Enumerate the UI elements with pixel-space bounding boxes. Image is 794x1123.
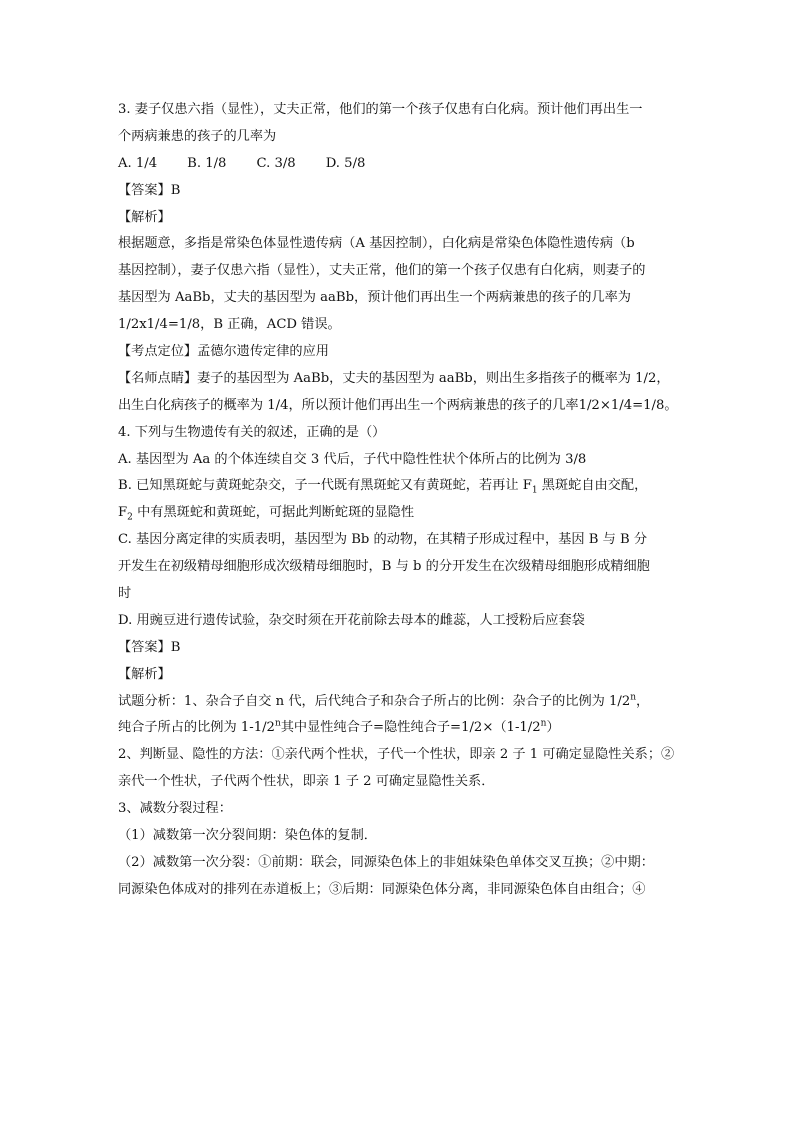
q3-option-b: B. 1/8 xyxy=(187,155,227,171)
q4-option-c-line-1: C. 基因分离定律的实质表明，基因型为 Bb 的动物，在其精子形成过程中，基因 B 与 B 分 xyxy=(118,532,648,548)
q4-option-d: D. 用豌豆进行遗传试验，杂交时须在开花前除去母本的雌蕊，人工授粉后应套袋 xyxy=(118,612,585,628)
q3-dianjing-line-1: 【名师点睛】妻子的基因型为 AaBb，丈夫的基因型为 aaBb，则出生多指孩子的概率为 1/2， xyxy=(118,370,670,386)
q3-analysis-line-1: 根据题意，多指是常染色体显性遗传病（A 基因控制），白化病是常染色体隐性遗传病（b xyxy=(118,236,635,252)
q4-analysis-line-6: （1）减数第一次分裂间期：染色体的复制． xyxy=(118,828,377,844)
q3-kaodian: 【考点定位】孟德尔遗传定律的应用 xyxy=(118,344,329,360)
q4-analysis-line-8: 同源染色体成对的排列在赤道板上；③后期：同源染色体分离，非同源染色体自由组合；④ xyxy=(118,881,646,897)
q4-answer: 【答案】B xyxy=(118,639,181,655)
q4-analysis-heading: 【解析】 xyxy=(118,666,171,682)
q4-analysis-line-2: 纯合子所占的比例为 1-1/2$^n$其中显性纯合子=隐性纯合子$=1/2\times(1-1/2^n)$ xyxy=(118,719,560,736)
q3-analysis-line-4: 1/2x1/4=1/8，B 正确，ACD 错误。 xyxy=(118,317,341,333)
q3-analysis-line-3: 基因型为 AaBb，丈夫的基因型为 aaBb，预计他们再出生一个两病兼患的孩子的几率为 xyxy=(118,290,631,306)
q3-dianjing-line-2: 出生白化病孩子的概率为 1/4，所以预计他们再出生一个两病兼患的孩子的几率1/2×1/4=1/8。 xyxy=(118,397,678,413)
q4-analysis-line-3: 2、判断显、隐性的方法：①亲代两个性状，子代一个性状，即亲 2 子 1 可确定显隐性关系；② xyxy=(118,747,675,763)
q4-option-c-line-3: 时 xyxy=(118,586,132,602)
q3-stem-line-2: 个两病兼患的孩子的几率为 xyxy=(118,128,277,144)
q3-analysis-heading: 【解析】 xyxy=(118,209,171,225)
q3-option-c: C. 3/8 xyxy=(256,155,296,171)
q4-option-a: A. 基因型为 Aa 的个体连续自交 3 代后，子代中隐性性状个体所占的比例为 3/8 xyxy=(118,451,587,467)
q4-option-c-line-2: 开发生在初级精母细胞形成次级精母细胞时，B 与 b 的分开发生在次级精母细胞形成精细胞 xyxy=(118,559,650,575)
q4-analysis-line-5: 3、减数分裂过程： xyxy=(118,801,232,817)
q3-stem-line-1: 3. 妻子仅患六指（显性），丈夫正常，他们的第一个孩子仅患有白化病。预计他们再出生一 xyxy=(118,102,643,117)
q4-analysis-line-7: （2）减数第一次分裂：①前期：联会，同源染色体上的非姐妹染色单体交叉互换；②中期： xyxy=(118,854,654,870)
q4-option-b-line-1: B. 已知黑斑蛇与黄斑蛇杂交，子一代既有黑斑蛇又有黄斑蛇，若再让 $F_1$ 黑斑蛇自由交配， xyxy=(118,478,648,497)
q4-analysis-line-1: 试题分析：1、杂合子自交 n 代，后代纯合子和杂合子所占的比例：杂合子的比例为 1/2$^n$， xyxy=(118,692,650,709)
q3-answer: 【答案】B xyxy=(118,182,181,198)
q4-analysis-line-4: 亲代一个性状，子代两个性状，即亲 1 子 2 可确定显隐性关系． xyxy=(118,774,495,790)
q3-options xyxy=(118,151,678,178)
document-body xyxy=(118,97,678,904)
q4-option-b-line-2: $F_2$ 中有黑斑蛇和黄斑蛇，可据此判断蛇斑的显隐性 xyxy=(118,505,415,523)
q4-stem: 4. 下列与生物遗传有关的叙述，正确的是（） xyxy=(118,424,386,440)
q3-option-d: D. 5/8 xyxy=(325,155,366,171)
q3-option-a: A. 1/4 xyxy=(118,155,158,171)
q3-analysis-line-2: 基因控制），妻子仅患六指（显性），丈夫正常，他们的第一个孩子仅患有白化病，则妻子的 xyxy=(118,263,646,279)
